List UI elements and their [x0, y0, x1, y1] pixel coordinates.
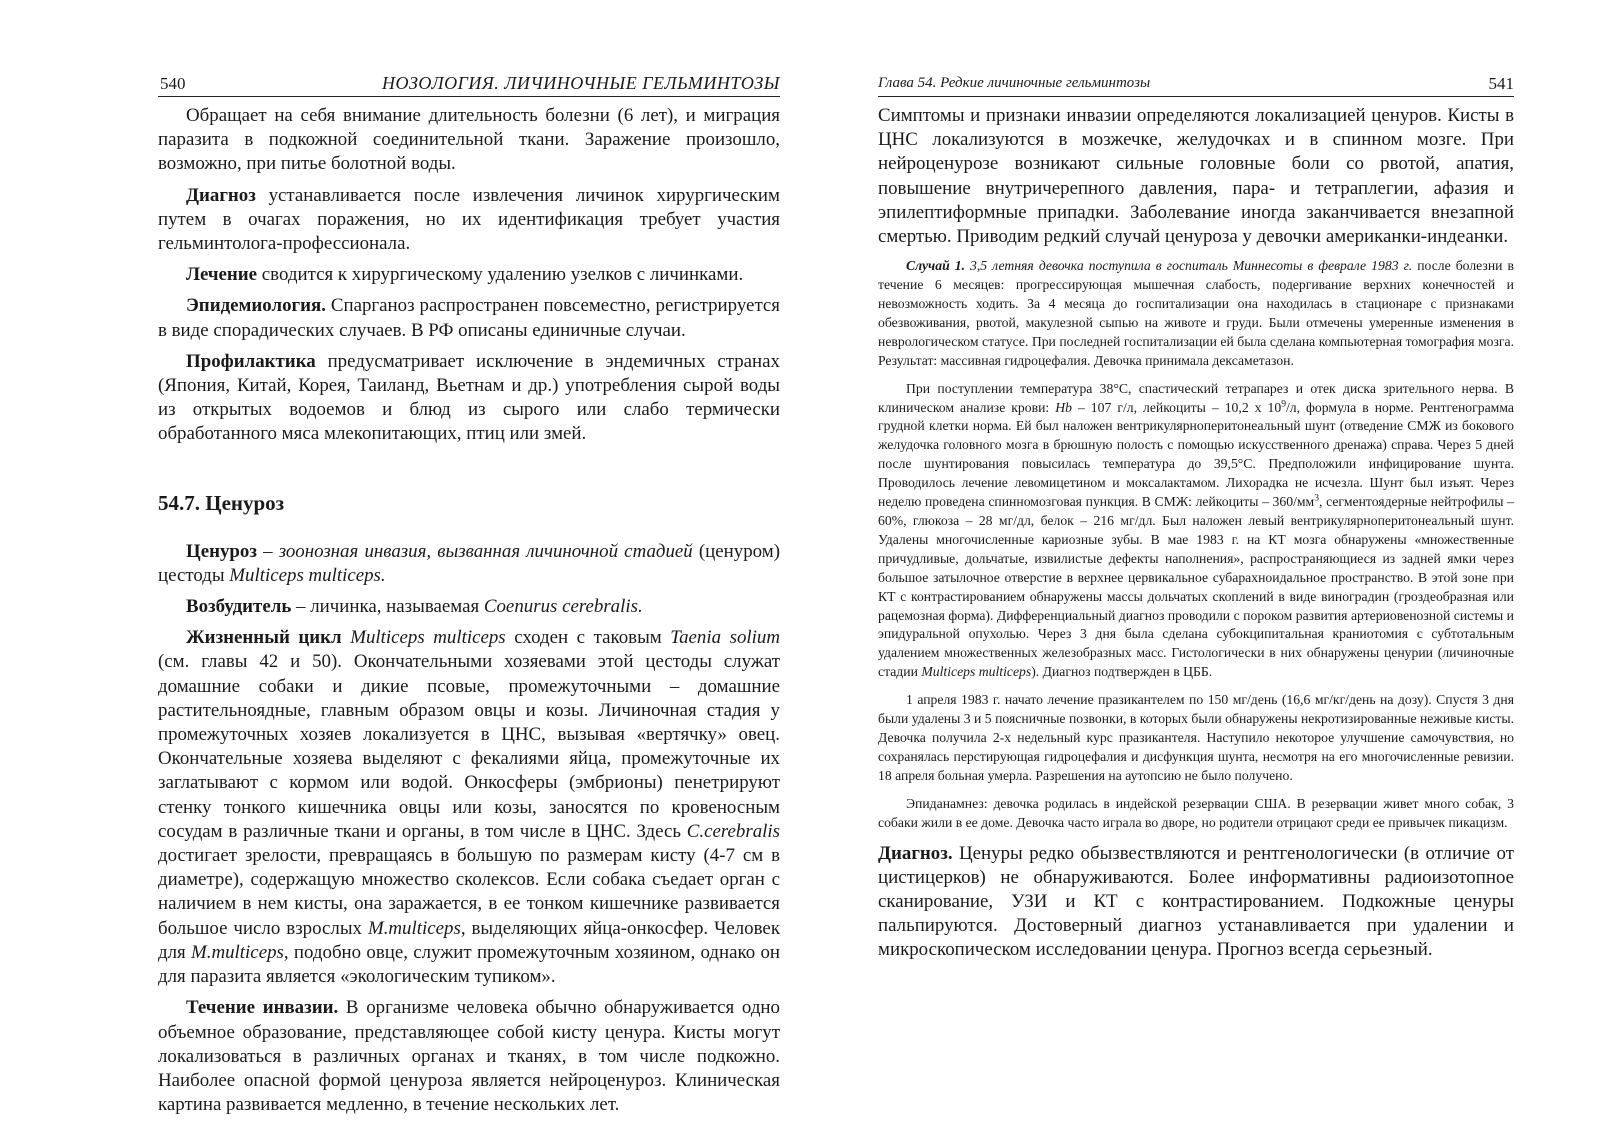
- term-prophylaxis: Профилактика: [186, 350, 316, 372]
- paragraph-symptoms: Симптомы и признаки инвазии определяются локализацией ценуров. Кисты в ЦНС локализуются в мозжечке, желудочках и в спинном мозге. При нейроценурозе возникают сильные головные боли со рвотой, апатия, повышение внутричерепного давления, пара- и тетраплегии, афазия и эпилептиформные припадки. Заболевание иногда заканчивается внезапной смертью. Приводим редкий случай ценуроза у девочки американки-индеанки.: [878, 105, 1514, 248]
- term-epidemiology: Эпидемиология.: [186, 295, 326, 317]
- term-diagnosis: Диагноз.: [878, 842, 953, 864]
- paragraph-agent: Возбудитель – личинка, называемая Coenurus cerebralis.: [186, 596, 643, 618]
- case-paragraph-epidemiology: Эпиданамнез: девочка родилась в индейской резервации США. В резервации живет много собак, 3 собаки жили в ее доме. Девочка часто играла во дворе, но родители отрицают среди ее привычек пикацизм.: [878, 795, 1514, 830]
- paragraph-life-cycle: Жизненный цикл Multiceps multiceps сходен с таковым Taenia solium (см. главы 42 и 50). Окончательными хозяевами этой цестоды служат домашние собаки и дикие псовые, промежуточными – домашние растительноядные, главным образом овцы и козы. Личиночная стадия у промежуточных хозяев локализуется в ЦНС, вызывая «вертячку» овец. Окончательные хозяева выделяют с фекалиями яйца, промежуточные их заглатывают с кормом или водой. Онкосферы (эмбрионы) пенетрируют стенку тонкого кишечника овцы или козы, заносятся по кровеносным сосудам в различные ткани и органы, в том числе в ЦНС. Здесь C.cerebralis достигает зрелости, превращаясь в большую по размерам кисту (4-7 см в диаметре), содержащую множество сколексов. Если собака съедает орган с наличием в нем кисты, она заражается, в ее тонком кишечнике развивается большое число взрослых M.multiceps, выделяющих яйца-онкосфер. Человек для M.multiceps, подобно овце, служит промежуточным хозяином, однако он для паразита является «экологическим тупиком».: [158, 627, 781, 988]
- running-title: НОЗОЛОГИЯ. ЛИЧИНОЧНЫЕ ГЕЛЬМИНТОЗЫ: [381, 73, 780, 93]
- case-paragraph-intro: Случай 1. 3,5 летняя девочка поступила в госпиталь Миннесоты в феврале 1983 г. после болезни в течение 6 месяцев: прогрессирующая мышечная слабость, подергивание верхних конечностей и невозможность ходить. За 4 месяца до госпитализации она находилась в стационаре с признаками обезвоживания, рвотой, макулезной сыпью на животе и груди. Были отмечены умеренные изменения в неврологическом статусе. При последней госпитализации ей была сделана компьютерная томография мозга. Результат: массивная гидроцефалия. Девочка принимала дексаметазон.: [878, 258, 1514, 368]
- paragraph-course: Течение инвазии. В организме человека обычно обнаруживается одно объемное образование, представляющее собой кисту ценура. Кисты могут локализоваться в различных органах и тканях, в том числе подкожно. Наиболее опасной формой ценуроза является нейроценуроз. Клиническая картина развивается медленно, в течение нескольких лет.: [158, 997, 780, 1116]
- case-paragraph-admission: При поступлении температура 38°С, спастический тетрапарез и отек диска зрительного нерва. В клиническом анализе крови: Hb – 107 г/л, лейкоциты – 10,2 х $10^9/л$, формула в норме. Рентгенограмма грудной клетки норма. Ей был наложен вентрикулярноперитонеальный шунт (отведение СМЖ из бокового желудочка головного мозга в брюшную полость с помощью искусственного дренажа) справа. Через 5 дней после шунтирования повысилась температура до 39,5°С. Предположили инфицирование шунта. Проводилось лечение левомицетином и моксалактамом. Лихорадка не исчезла. Шунт был изъят. Через неделю проведена спинномозговая пункция. В СМЖ: лейкоциты – $360/мм^3$, сегментоядерные нейтрофилы – 60%, глюкоза – 28 мг/дл, белок – 216 мг/дл. Был наложен левый вентрикулярноперитонеальный шунт. Удалены многочисленные кариозные зубы. В мае 1983 г. на КТ мозга обнаружены «множественные причудливые, дольчатые, извилистые дефекты наполнения», распространяющиеся из задней ямки через большое затылочное отверстие в верхнее цервикальное субарахноидальное пространство. В этой зоне при КТ с контрастированием обнаружены массы дольчатых скоплений в виде виноградин (гроздеобразная или рацемозная форма). Дифференциальный диагноз проводили с пороком развития артериовенозной системы и эпидуральной опухолью. Через 3 дня была сделана субокципитальная краниотомия с субтотальным удалением множественных железобразных масс. Гистологически в них обнаружены ценурии (личиночные стадии Multiceps multiceps). Диагноз подтвержден в ЦББ.: [878, 380, 1514, 680]
- paragraph-epidemiology: Эпидемиология. Спарганоз распространен повсеместно, регистрируется в виде спорадических случаев. В РФ описаны единичные случаи.: [158, 295, 780, 341]
- paragraph-definition: Ценуроз – зоонозная инвазия, вызванная личиночной стадией (ценуром) цестоды Multiceps multiceps.: [158, 540, 780, 586]
- term-diagnosis: Диагноз: [186, 184, 256, 206]
- section-heading: 54.7. Ценуроз: [158, 490, 285, 515]
- page-number: 540: [160, 74, 186, 93]
- running-header: [878, 72, 1514, 97]
- paragraph-prophylaxis: Профилактика предусматривает исключение в эндемичных странах (Япония, Китай, Корея, Таиланд, Вьетнам и др.) употребления сырой воды из открытых водоемов и блюд из сырого или слабо термически обработанного мяса млекопитающих, птиц или змей.: [158, 350, 780, 445]
- running-title: Глава 54. Редкие личиночные гельминтозы: [878, 75, 1151, 91]
- term-treatment: Лечение: [186, 264, 258, 286]
- case-title: Случай 1.: [906, 258, 965, 274]
- paragraph-diagnosis: Диагноз. Ценуры редко обызвествляются и рентгенологически (в отличие от цистицерков) не обнаруживаются. Более информативны радиоизотопное сканирование, УЗИ и КТ с контрастированием. Подкожные ценуры пальпируются. Достоверный диагноз устанавливается при удалении и микроскопическом исследовании ценура. Прогноз всегда серьезный.: [878, 842, 1514, 961]
- right-body: [878, 104, 1514, 963]
- page-number: 541: [1488, 74, 1514, 93]
- paragraph-treatment: Лечение сводится к хирургическому удалению узелков с личинками.: [186, 264, 744, 286]
- running-header: [158, 72, 780, 97]
- left-body: [158, 104, 780, 1117]
- case-report: [878, 257, 1514, 832]
- paragraph-diagnosis: Диагноз устанавливается после извлечения личинок хирургическим путем в очагах поражения, но их идентификация требует участия гельминтолога-профессионала.: [158, 184, 780, 255]
- case-paragraph-treatment: 1 апреля 1983 г. начато лечение празикантелем по 150 мг/день (16,6 мг/кг/день на дозу). Спустя 3 дня были удалены 3 и 5 поясничные позвонки, в которых были обнаружены некротизированные неживые кисты. Девочка получила 2-х недельный курс празикантеля. Наступило некоторое улучшение самочувствия, но сохранялась перстирующая гидроцефалия и дисфункция шунта, несмотря на его многочисленные ревизии. 18 апреля больная умерла. Разрешения на аутопсию не было получено.: [878, 692, 1514, 783]
- paragraph-migration: Обращает на себя внимание длительность болезни (6 лет), и миграция паразита в подкожной соединительной ткани. Заражение произошло, возможно, при питье болотной воды.: [158, 105, 780, 175]
